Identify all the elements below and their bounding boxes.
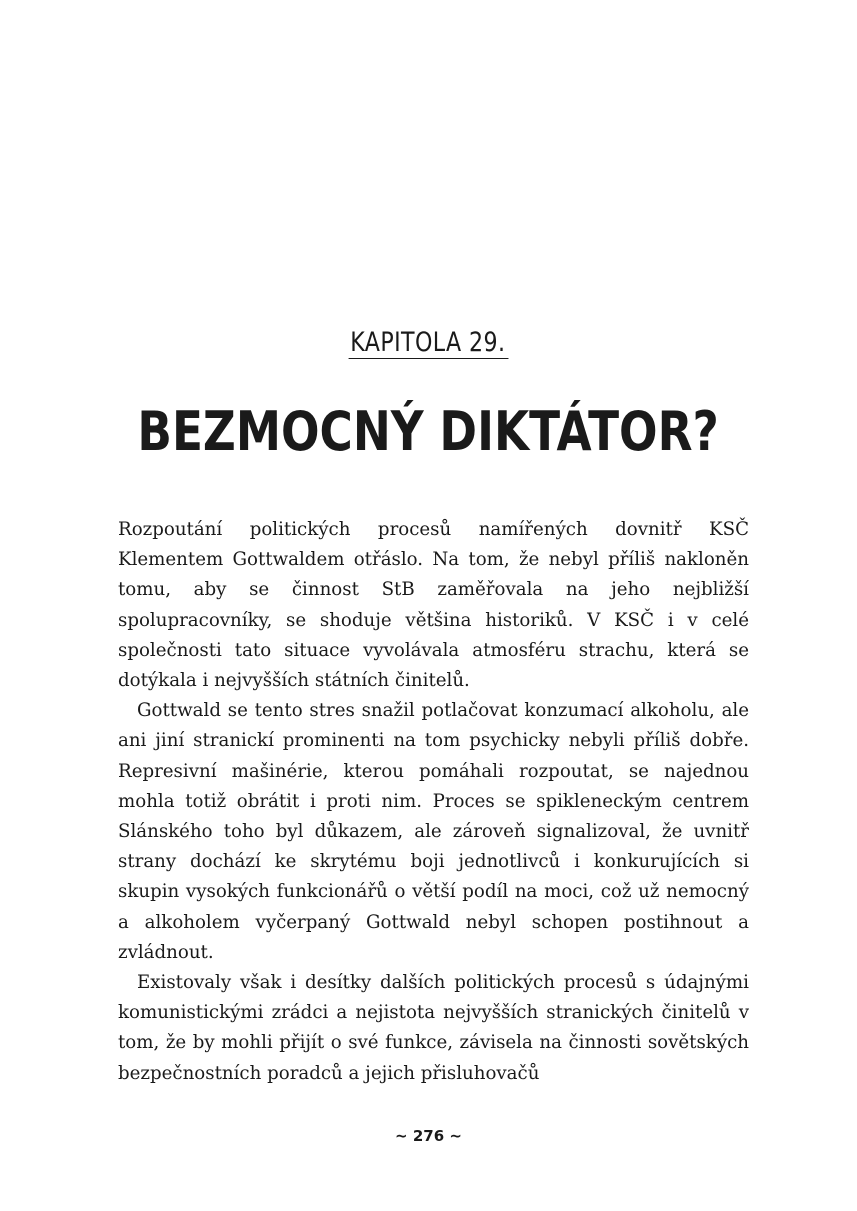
paragraph: Gottwald se tento stres snažil potlačovat konzumací alkoholu, ale ani jiní stranickí prominenti na tom psychicky nebyli příliš dobře. Represivní mašinérie, kterou pomáhali rozpoutat, se najednou mohla totiž obrátit i proti nim. Proces se spikleneckým centrem Slánského toho byl důkazem, ale zároveň signalizoval, že uvnitř strany dochází ke skrytému boji jednotlivců i konkurujících si skupin vysokých funkcionářů o větší podíl na moci, což už nemocný a alkoholem vyčerpaný Gottwald nebyl schopen postihnout a zvládnout. (118, 700, 749, 963)
chapter-label-text: KAPITOLA 29. (348, 328, 508, 359)
paragraph: Existovaly však i desítky dalších politických procesů s údajnými komunistickými zrádci a nejistota nejvyšších stranických činitelů v tom, že by mohli přijít o své funkce, závisela na činnosti sovětských bezpečnostních poradců a jejich přisluhovačů (118, 972, 749, 1084)
chapter-title (0, 393, 857, 471)
paragraph: Rozpoutání politických procesů namířených dovnitř KSČ Klementem Gottwaldem otřáslo. Na tom, že nebyl příliš nakloněn tomu, aby se činnost StB zaměřovala na jeho nejbližší spolupracovníky, se shoduje většina historiků. V KSČ i v celé společnosti tato situace vyvolávala atmosféru strachu, která se dotýkala i nejvyšších státních činitelů. (118, 519, 749, 692)
chapter-title-text: BEZMOCNÝ DIKTÁTOR? (137, 400, 720, 463)
body-text (118, 515, 749, 1089)
page-number: ~ 276 ~ (395, 1127, 462, 1145)
chapter-label (0, 326, 857, 360)
